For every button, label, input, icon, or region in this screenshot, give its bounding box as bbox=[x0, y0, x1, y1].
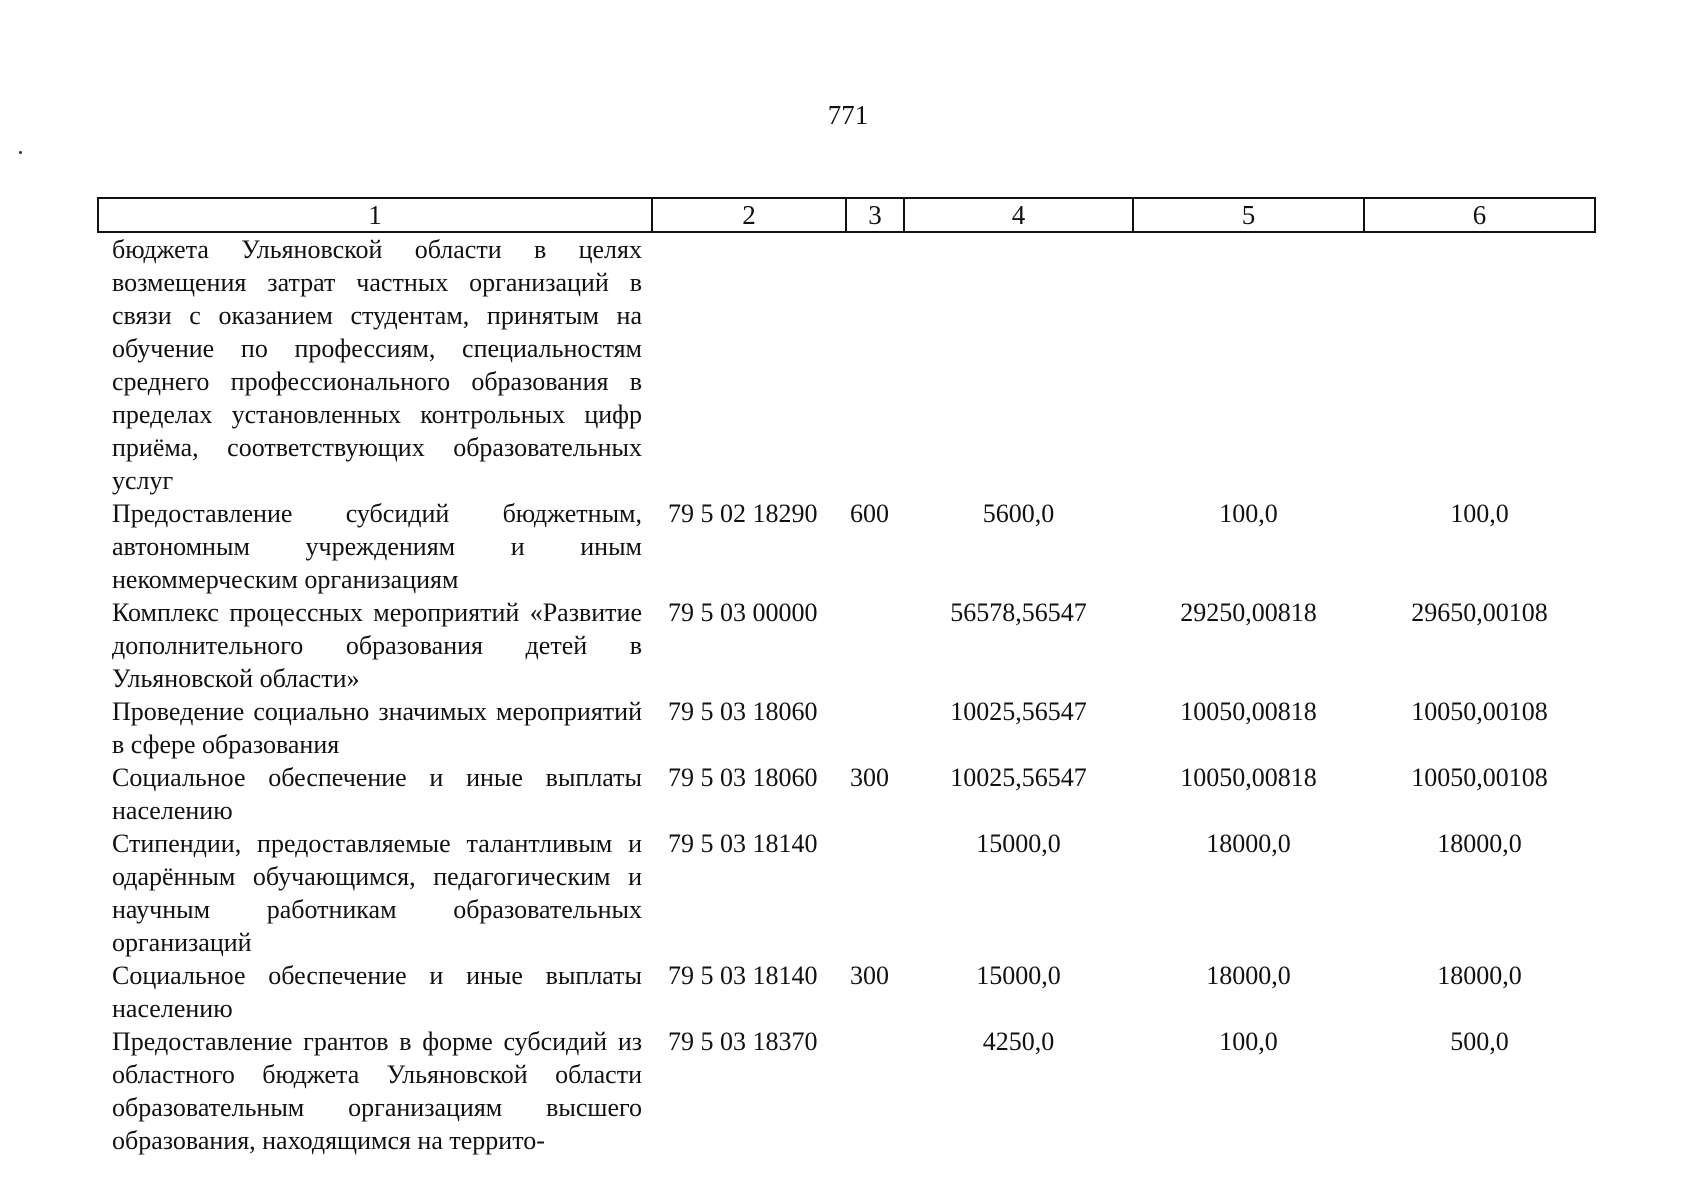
table-row bbox=[98, 1025, 1595, 1157]
row-value-5: 10050,00818 bbox=[1180, 697, 1317, 726]
row-name: Предоставление субсидий бюджетным, автономным учреждениям и иным некоммерческим организациям bbox=[112, 499, 642, 594]
budget-table bbox=[97, 197, 1596, 1157]
header-col-1: 1 bbox=[98, 198, 652, 232]
table-row bbox=[98, 761, 1595, 827]
row-name: Стипендии, предоставляемые талантливым и одарённым обучающимся, педагогическим и научным работникам образовательных организаций bbox=[112, 829, 642, 957]
row-value-6: 10050,00108 bbox=[1411, 697, 1548, 726]
row-expense-type: 300 bbox=[850, 763, 889, 792]
row-code bbox=[652, 232, 846, 497]
row-value-6: 10050,00108 bbox=[1411, 763, 1548, 792]
table-row bbox=[98, 497, 1595, 596]
row-value-5: 10050,00818 bbox=[1180, 763, 1317, 792]
row-name: Социальное обеспечение и иные выплаты населению bbox=[112, 961, 642, 1023]
header-col-3: 3 bbox=[846, 198, 904, 232]
row-value-4: 15000,0 bbox=[976, 829, 1061, 858]
row-value-6: 100,0 bbox=[1450, 499, 1509, 528]
row-value-4: 56578,56547 bbox=[950, 598, 1087, 627]
row-code: 79 5 03 00000 bbox=[668, 598, 818, 627]
row-value-6: 500,0 bbox=[1450, 1027, 1509, 1056]
row-expense-type: 600 bbox=[850, 499, 889, 528]
row-expense-type bbox=[846, 232, 904, 497]
header-col-2: 2 bbox=[652, 198, 846, 232]
row-value-5 bbox=[1133, 232, 1364, 497]
row-value-6: 18000,0 bbox=[1437, 829, 1522, 858]
row-value-4: 15000,0 bbox=[976, 961, 1061, 990]
row-code: 79 5 03 18370 bbox=[668, 1027, 818, 1056]
table-row bbox=[98, 232, 1595, 497]
row-code: 79 5 03 18140 bbox=[668, 961, 818, 990]
row-value-4: 4250,0 bbox=[982, 1027, 1055, 1056]
header-col-5: 5 bbox=[1133, 198, 1364, 232]
row-value-6: 29650,00108 bbox=[1411, 598, 1548, 627]
table-row bbox=[98, 827, 1595, 959]
row-code: 79 5 03 18140 bbox=[668, 829, 818, 858]
header-col-6: 6 bbox=[1364, 198, 1595, 232]
table-row bbox=[98, 959, 1595, 1025]
row-value-5: 18000,0 bbox=[1206, 829, 1291, 858]
row-value-6 bbox=[1364, 232, 1595, 497]
row-value-4: 10025,56547 bbox=[950, 763, 1087, 792]
row-code: 79 5 03 18060 bbox=[668, 763, 818, 792]
header-row bbox=[98, 198, 1595, 232]
table-row bbox=[98, 596, 1595, 695]
row-expense-type bbox=[846, 827, 904, 959]
row-expense-type bbox=[846, 1025, 904, 1157]
row-code: 79 5 03 18060 bbox=[668, 697, 818, 726]
row-expense-type bbox=[846, 695, 904, 761]
row-value-4: 5600,0 bbox=[982, 499, 1055, 528]
header-col-4: 4 bbox=[904, 198, 1133, 232]
row-value-5: 100,0 bbox=[1219, 1027, 1278, 1056]
row-value-6: 18000,0 bbox=[1437, 961, 1522, 990]
row-value-5: 18000,0 bbox=[1206, 961, 1291, 990]
table-row bbox=[98, 695, 1595, 761]
row-value-4 bbox=[904, 232, 1133, 497]
page-number: 771 bbox=[827, 100, 869, 130]
row-name: Предоставление грантов в форме субсидий из областного бюджета Ульяновской области образовательным организациям высшего образования, находящимся на террито- bbox=[112, 1027, 642, 1155]
row-value-5: 100,0 bbox=[1219, 499, 1278, 528]
row-code: 79 5 02 18290 bbox=[668, 499, 818, 528]
row-name: Комплекс процессных мероприятий «Развитие дополнительного образования детей в Ульяновской области» bbox=[112, 598, 642, 693]
row-value-4: 10025,56547 bbox=[950, 697, 1087, 726]
row-expense-type bbox=[846, 596, 904, 695]
row-expense-type: 300 bbox=[850, 961, 889, 990]
row-name: бюджета Ульяновской области в целях возмещения затрат частных организаций в связи с оказанием студентам, принятым на обучение по профессиям, специальностям среднего профессионального образования в пределах установленных контрольных цифр приёма, соответствующих образовательных услуг bbox=[112, 235, 642, 495]
row-value-5: 29250,00818 bbox=[1180, 598, 1317, 627]
row-name: Социальное обеспечение и иные выплаты населению bbox=[112, 763, 642, 825]
scan-dot bbox=[19, 151, 22, 154]
row-name: Проведение социально значимых мероприятий в сфере образования bbox=[112, 697, 642, 759]
